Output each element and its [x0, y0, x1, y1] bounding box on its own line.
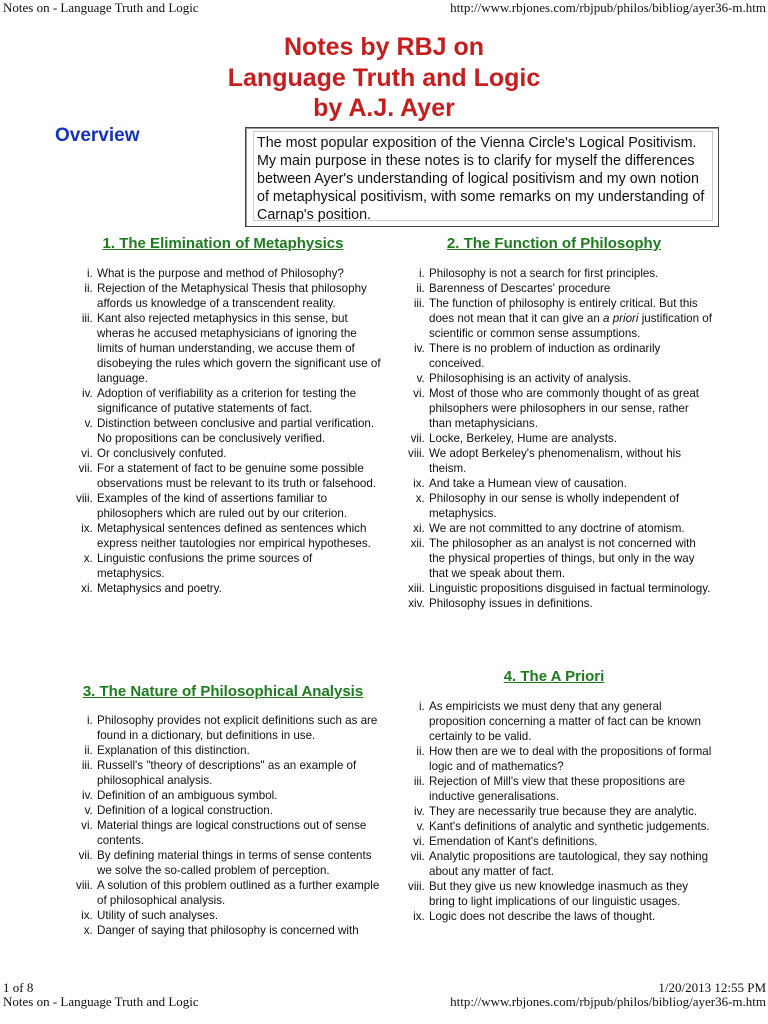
footer-page-title: Notes on - Language Truth and Logic: [3, 994, 199, 1009]
print-header: [3, 0, 766, 15]
list-item: iii. Rejection of Mill's view that these propositions are inductive generalisations.: [428, 774, 712, 804]
list-item: viii. We adopt Berkeley's phenomenalism, without his theism.: [428, 446, 712, 476]
list-item: xi. Metaphysics and poetry.: [96, 581, 382, 596]
section-heading-link[interactable]: 3. The Nature of Philosophical Analysis: [82, 683, 364, 700]
section-heading-link[interactable]: 1. The Elimination of Metaphysics: [102, 235, 344, 252]
list-item: ix. Logic does not describe the laws of thought.: [428, 909, 712, 924]
list-item: i. What is the purpose and method of Philosophy?: [96, 266, 382, 281]
list-item: v. Distinction between conclusive and partial verification. No propositions can be conclusively verified.: [96, 416, 382, 446]
footer-url: http://www.rbjones.com/rbjpub/philos/bibliog/ayer36-m.htm: [450, 994, 766, 1009]
list-item: viii. Examples of the kind of assertions familiar to philosophers which are ruled out by our criterion.: [96, 491, 382, 521]
list-item: iii. Russell's "theory of descriptions" as an example of philosophical analysis.: [96, 758, 382, 788]
list-item: iv. Adoption of verifiability as a criterion for testing the significance of putative statements of fact.: [96, 386, 382, 416]
page-title-line-3: by A.J. Ayer: [313, 94, 455, 122]
list-item: i. Philosophy is not a search for first principles.: [428, 266, 712, 281]
overview-box: [245, 127, 719, 227]
header-url: http://www.rbjones.com/rbjpub/philos/bibliog/ayer36-m.htm: [450, 0, 766, 15]
overview-heading: Overview: [55, 125, 140, 146]
section-heading-link[interactable]: 4. The A Priori: [503, 668, 605, 685]
list-item: ix. Metaphysical sentences defined as sentences which express neither tautologies nor empirical hypotheses.: [96, 521, 382, 551]
list-item: xi. We are not committed to any doctrine of atomism.: [428, 521, 712, 536]
list-item: ix. And take a Humean view of causation.: [428, 476, 712, 491]
section-heading-link[interactable]: 2. The Function of Philosophy: [446, 235, 662, 252]
list-item: iv. They are necessarily true because they are analytic.: [428, 804, 712, 819]
section-function-of-philosophy: [396, 235, 712, 611]
print-footer-top: [3, 980, 766, 995]
section-list: [396, 266, 712, 611]
print-footer-bottom: [3, 994, 766, 1009]
section-the-a-priori: [396, 668, 712, 924]
header-page-title: Notes on - Language Truth and Logic: [3, 0, 199, 15]
list-item: viii. But they give us new knowledge inasmuch as they bring to light implications of our linguistic usages.: [428, 879, 712, 909]
page-title-line-1: Notes by RBJ on: [283, 33, 485, 61]
list-item: vii. Analytic propositions are tautological, they say nothing about any matter of fact.: [428, 849, 712, 879]
list-item: i. Philosophy provides not explicit definitions such as are found in a dictionary, but definitions in use.: [96, 713, 382, 743]
list-item: xiii. Linguistic propositions disguised in factual terminology.: [428, 581, 712, 596]
list-item: v. Philosophising is an activity of analysis.: [428, 371, 712, 386]
list-item: xiv. Philosophy issues in definitions.: [428, 596, 712, 611]
list-item: vi. Material things are logical constructions out of sense contents.: [96, 818, 382, 848]
page-title-line-2: Language Truth and Logic: [227, 64, 541, 92]
list-item: v. Kant's definitions of analytic and synthetic judgements.: [428, 819, 712, 834]
footer-datetime: 1/20/2013 12:55 PM: [658, 980, 766, 995]
overview-text: The most popular exposition of the Vienna Circle's Logical Positivism. My main purpose in these notes is to clarify for myself the differences between Ayer's understanding of logical positivism and my own notion of metaphysical positivism, with some remarks on my understanding of Carnap's position.: [257, 135, 705, 223]
list-item: ix. Utility of such analyses.: [96, 908, 382, 923]
list-item: i. As empiricists we must deny that any general proposition concerning a matter of fact can be known certainly to be valid.: [428, 699, 712, 744]
page-content: [0, 20, 768, 950]
list-item: vii. For a statement of fact to be genuine some possible observations must be relevant to its truth or falsehood.: [96, 461, 382, 491]
list-item: iv. There is no problem of induction as ordinarily conceived.: [428, 341, 712, 371]
list-item: viii. A solution of this problem outlined as a further example of philosophical analysis.: [96, 878, 382, 908]
section-list: [64, 713, 382, 938]
list-item: ii. Explanation of this distinction.: [96, 743, 382, 758]
emphasis-text: a priori: [603, 312, 639, 325]
list-item: ii. How then are we to deal with the propositions of formal logic and of mathematics?: [428, 744, 712, 774]
list-item: vi. Most of those who are commonly thought of as great philsophers were philosophers in our sense, rather than metaphysicians.: [428, 386, 712, 431]
section-list: [396, 699, 712, 924]
list-item-text: justification of scientific or common sense assumptions.: [429, 312, 712, 340]
section-nature-of-philosophical-analysis: [64, 683, 382, 938]
list-item-text: The function of philosophy is entirely critical. But this does not mean that it can give an: [429, 297, 698, 325]
list-item: vii. Locke, Berkeley, Hume are analysts.: [428, 431, 712, 446]
list-item: x. Linguistic confusions the prime sources of metaphysics.: [96, 551, 382, 581]
list-item: vi. Or conclusively confuted.: [96, 446, 382, 461]
list-item: vii. By defining material things in terms of sense contents we solve the so-called problem of perception.: [96, 848, 382, 878]
list-item: xii. The philosopher as an analyst is not concerned with the physical properties of things, but only in the way that we speak about them.: [428, 536, 712, 581]
list-item: v. Definition of a logical construction.: [96, 803, 382, 818]
list-item: iii. Kant also rejected metaphysics in this sense, but wheras he accused metaphysicians of ignoring the limits of human understanding, we accuse them of disobeying the rules which govern the significant use of language.: [96, 311, 382, 386]
list-item: x. Philosophy in our sense is wholly independent of metaphysics.: [428, 491, 712, 521]
list-item: iv. Definition of an ambiguous symbol.: [96, 788, 382, 803]
list-item: [428, 296, 712, 341]
list-item: ii. Barenness of Descartes' procedure: [428, 281, 712, 296]
list-item: ii. Rejection of the Metaphysical Thesis that philosophy affords us knowledge of a transcendent reality.: [96, 281, 382, 311]
section-list: [64, 266, 382, 596]
footer-page-count: 1 of 8: [3, 980, 34, 995]
section-elimination-of-metaphysics: [64, 235, 382, 596]
list-item: vi. Emendation of Kant's definitions.: [428, 834, 712, 849]
list-item: x. Danger of saying that philosophy is concerned with: [96, 923, 382, 938]
